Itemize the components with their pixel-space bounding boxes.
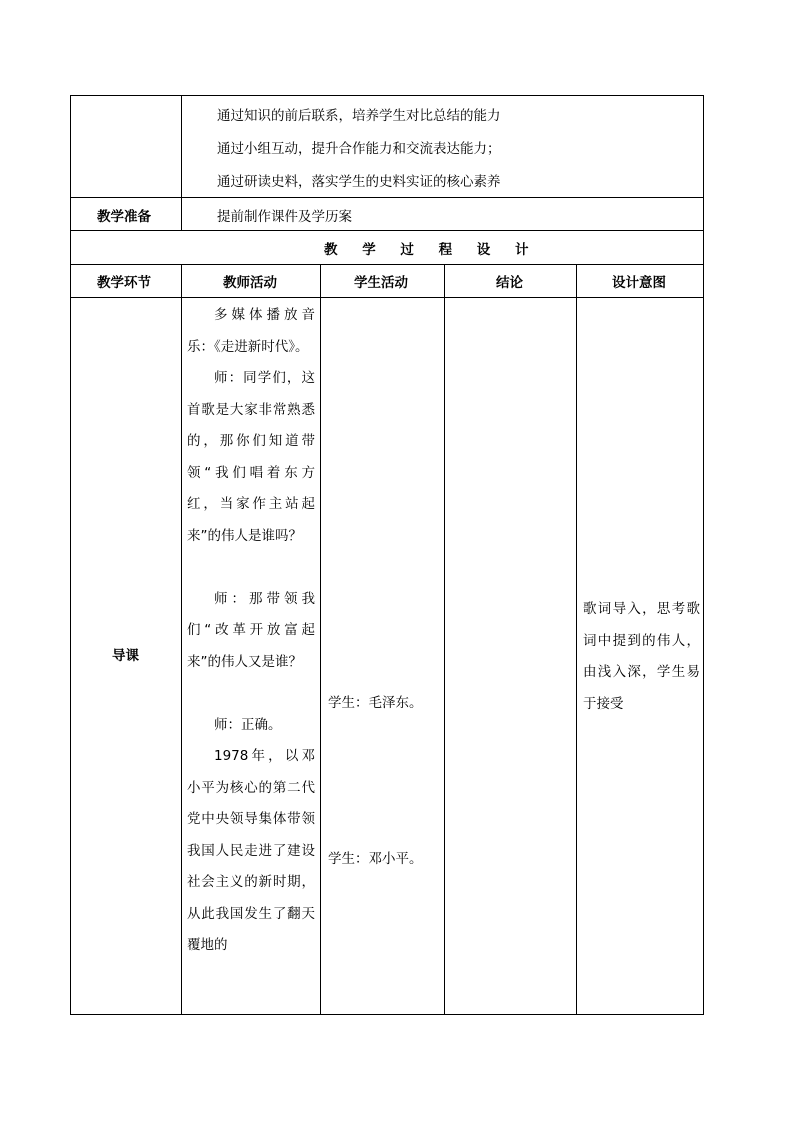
teacher-activity [187,300,315,962]
row-divider [70,297,704,298]
teacher-paragraph: 1978年，以邓小平为核心的第二代党中央领导集体带领我国人民走进了建设社会主义的新时期，从此我国发生了翻天覆地的 [187,748,315,953]
lesson-table [70,95,704,1015]
teacher-paragraph: 多媒体播放音乐：《走进新时代》。 [187,307,315,355]
goal-line-3: 通过研读史料，落实学生的史料实证的核心素养 [217,174,501,190]
header-stage: 教学环节 [97,275,151,291]
header-conclusion: 结论 [496,275,523,291]
row-divider [70,264,704,265]
column-divider [444,264,445,1015]
column-divider [320,264,321,1015]
prep-value: 提前制作课件及学历案 [217,209,352,225]
design-intent: 歌词导入，思考歌词中提到的伟人，由浅入深，学生易于接受 [583,601,700,712]
teacher-paragraph: 师：同学们，这首歌是大家非常熟悉的，那你们知道带领“我们唱着东方红，当家作主站起来”的伟人是谁吗？ [187,370,315,544]
stage-intro: 导课 [112,648,139,664]
column-divider [181,264,182,1015]
header-student: 学生活动 [354,275,408,291]
process-title: 教 学 过 程 设 计 [324,242,539,258]
row-divider [70,230,704,231]
teacher-paragraph: 师：正确。 [214,716,282,733]
student-answer-2: 学生：邓小平。 [328,851,423,867]
student-answer-1: 学生：毛泽东。 [328,695,423,711]
goal-line-2: 通过小组互动，提升合作能力和交流表达能力； [217,141,501,157]
row-divider [70,197,704,198]
prep-label: 教学准备 [97,209,151,225]
goal-line-1: 通过知识的前后联系，培养学生对比总结的能力 [217,108,501,124]
teacher-paragraph: 师：那带领我们“改革开放富起来”的伟人又是谁？ [187,590,315,670]
column-divider [576,264,577,1015]
header-teacher: 教师活动 [223,275,277,291]
column-divider [181,95,182,230]
header-intent: 设计意图 [612,275,666,291]
